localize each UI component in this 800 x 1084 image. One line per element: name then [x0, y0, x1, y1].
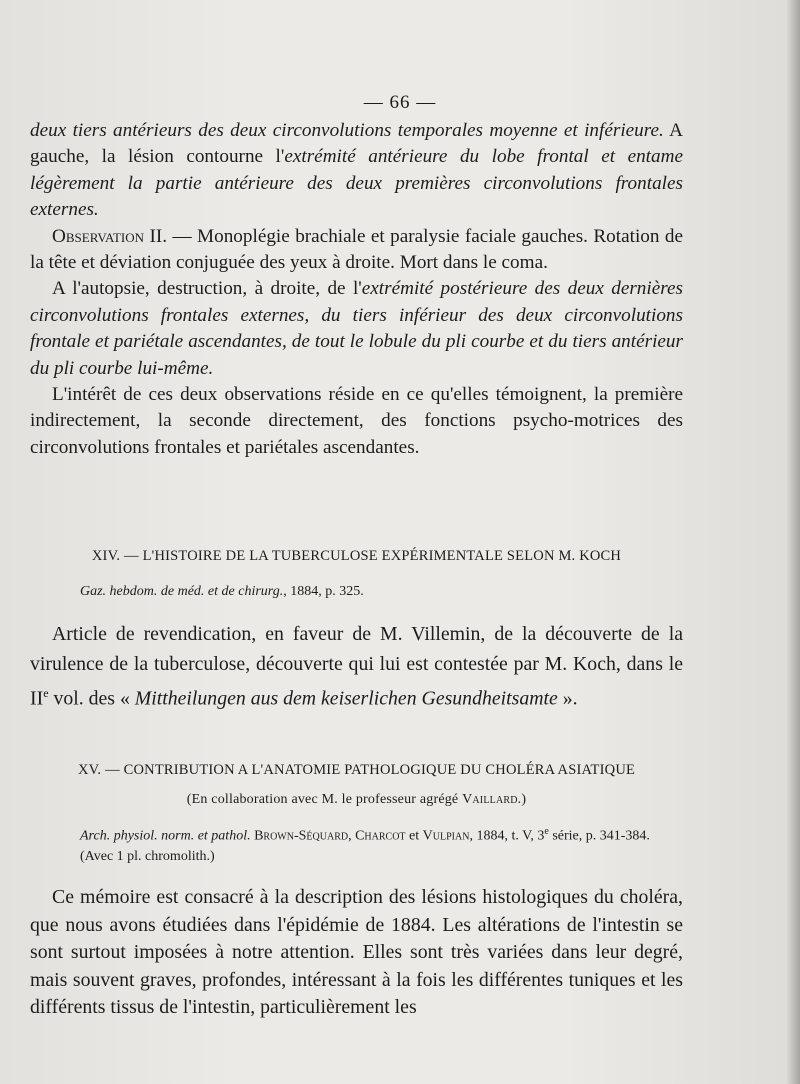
journal-title: Arch. physiol. norm. et pathol.: [80, 828, 251, 844]
collaborator-name: Vaillard: [462, 792, 518, 807]
section-heading-xiv: XIV. — L'HISTOIRE DE LA TUBERCULOSE EXPÉRIMENTALE SELON M. KOCH: [91, 548, 622, 564]
collaboration-note: [30, 792, 683, 808]
superscript: e: [43, 686, 49, 700]
paragraph-conclusion: L'intérêt de ces deux observations réside en ce qu'elles témoignent, la première indirectement, la seconde directement, des fonctions psycho-motrices des circonvolutions frontales et pariétales ascendantes.: [30, 384, 683, 458]
collab-text: .): [517, 792, 527, 807]
reference-detail: , 1884, p. 325.: [283, 584, 364, 599]
journal-title: Gaz. hebdom. de méd. et de chirurg.: [80, 584, 284, 599]
separator: ,: [348, 828, 356, 844]
continued-text-block: [30, 118, 683, 461]
editor-name: Charcot: [355, 828, 406, 844]
paragraph-cholera: Ce mémoire est consacré à la description des lésions histologiques du choléra, que nous avons étudiées dans l'épidémie de 1884. Les altérations de l'intestin se sont surtout imposées à notre attention. Elles sont très variées dans leur degré, mais souvent graves, profondes, intéressant à la fois les différentes tuniques et les différents tissus de l'intestin, particulièrement les: [30, 886, 683, 1018]
editor-name: Brown-Séquard: [254, 828, 349, 844]
roman-run: A l'autopsie, destruction, à droite, de l': [52, 278, 362, 300]
reference-detail: , 1884, t. V, 3: [469, 828, 545, 844]
editor-name: Vulpian: [422, 828, 470, 844]
publication-title: Mittheilungen aus dem keiserlichen Gesundheitsamte: [134, 687, 558, 710]
roman-run: A gauche, la lésion contourne l': [30, 120, 683, 168]
collab-text: (En collaboration avec M. le professeur agrégé: [186, 792, 463, 807]
reference-detail: série, p. 341-384. (Avec 1 pl. chromolith.): [80, 828, 650, 864]
separator: et: [405, 828, 423, 844]
paragraph-autopsy: [30, 276, 683, 382]
italic-run: extrémité postérieure des deux dernières circonvolutions frontales externes, du tiers inférieur des deux circonvolutions frontale et pariétale ascendantes, de tout le lobule du pli courbe et du tiers antérieur du pli courbe lui-même.: [30, 278, 683, 379]
section-reference-xiv: [80, 582, 683, 602]
italic-run: extrémité antérieure du lobe frontal et entame légèrement la partie antérieure des deux premières circonvolutions frontales externes.: [30, 146, 683, 221]
roman-run: Article de revendication, en faveur de M. Villemin, de la découverte de la virulence de la tuberculose, découverte qui lui est contestée par M. Koch, dans le II: [30, 623, 683, 710]
roman-run: vol. des «: [48, 687, 135, 710]
paragraph-observation-2: [30, 224, 683, 277]
italic-run: deux tiers antérieurs des deux circonvolutions temporales moyenne et inférieure.: [30, 120, 664, 141]
section-reference-xv: [80, 822, 683, 867]
roman-run: ».: [557, 687, 578, 710]
observation-label: Observation: [52, 225, 145, 247]
superscript: e: [544, 826, 549, 837]
page-number: — 66 —: [363, 92, 437, 113]
section-body-xv: [30, 884, 683, 1022]
section-body-xiv: [30, 620, 683, 714]
observation-text: II. — Monoplégie brachiale et paralysie faciale gauches. Rotation de la tête et déviation conjuguée des yeux à droite. Mort dans le coma.: [30, 225, 683, 274]
paragraph-revendication: [30, 620, 683, 714]
paragraph-lesion-continued: [30, 118, 683, 224]
section-heading-xv: XV. — CONTRIBUTION A L'ANATOMIE PATHOLOGIQUE DU CHOLÉRA ASIATIQUE: [77, 762, 636, 778]
page-edge-shadow: [786, 0, 800, 1084]
